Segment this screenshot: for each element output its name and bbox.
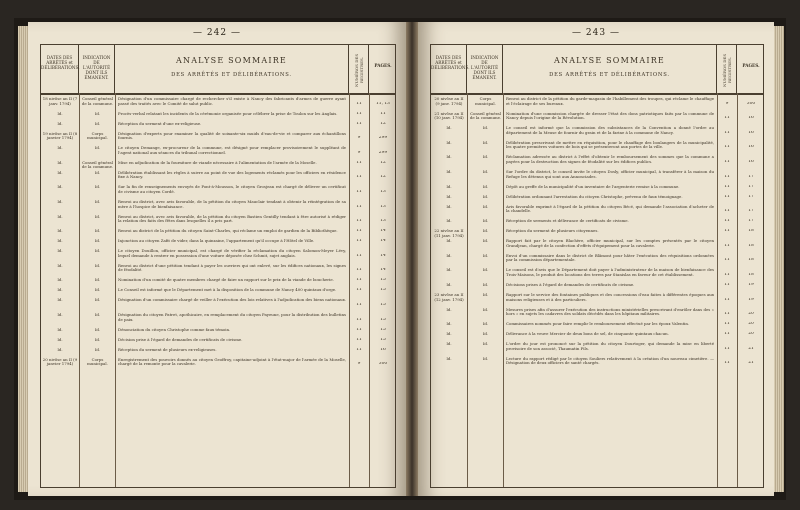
cell-num: 11 xyxy=(356,121,362,126)
cell-authority: Id. xyxy=(94,199,101,204)
cell-authority: Id. xyxy=(482,332,489,337)
right-page-number: — 243 — xyxy=(572,28,620,38)
cell-num: 11 xyxy=(724,209,730,214)
cell-date: Id. xyxy=(57,111,63,116)
cell-desc: Renvoi au district de la pétition du citoyen Saint-Charles, qui réclame un emploi de gardien de la Bibliothèque. xyxy=(118,229,338,234)
cell-num: 11 xyxy=(724,130,730,135)
cell-pg: 18 xyxy=(748,258,754,263)
cell-authority: Conseil général de la commune. xyxy=(469,111,502,121)
cell-authority: Id. xyxy=(94,121,101,126)
cell-date: Id. xyxy=(446,169,452,174)
cell-pg: 20 xyxy=(748,322,754,327)
cell-desc: Délibération établissant les règles à suivre au point de vue des logements réclamés pour les officiers en résidence fixe à Nancy. xyxy=(118,170,346,180)
right-table xyxy=(430,44,764,488)
table-row xyxy=(431,308,763,323)
cell-authority: Corps municipal. xyxy=(87,131,108,141)
cell-date: Id. xyxy=(57,170,63,175)
cell-authority: Id. xyxy=(94,185,101,190)
cell-pg: 21 xyxy=(748,346,754,351)
cell-desc: Réception du serment de plusieurs citoyennes. xyxy=(506,229,599,234)
cell-authority: Id. xyxy=(482,169,489,174)
cell-num: 9 xyxy=(725,101,729,106)
cell-date: Id. xyxy=(446,155,452,160)
table-row xyxy=(41,239,395,249)
header-dates: DATES DES ARRÊTÉS et DÉLIBÉRATIONS. xyxy=(431,45,467,93)
cell-num: 11 xyxy=(724,332,730,337)
cell-date: 19 nivôse an II (8 janvier 1794) xyxy=(42,131,78,141)
cell-authority: Corps municipal. xyxy=(475,97,496,106)
table-row xyxy=(41,185,395,200)
cell-desc: Délibération prescrivant de mettre en réquisition, pour le chauffage des boulangers de la municipalité, les quatre premières voitures de bois qui se présenteront aux portes de la ville. xyxy=(506,140,714,150)
table-row xyxy=(431,205,763,220)
cell-authority: Id. xyxy=(482,307,489,312)
cell-authority: Id. xyxy=(94,170,101,175)
header-dates: DATES DES ARRÊTÉS et DÉLIBÉRATIONS. xyxy=(41,45,79,93)
cell-num: 11 xyxy=(356,101,362,106)
cell-num: 11 xyxy=(356,288,362,293)
cell-authority: Id. xyxy=(482,342,489,347)
cell-date: Id. xyxy=(57,347,63,352)
cell-authority: Id. xyxy=(94,278,101,283)
cell-authority: Id. xyxy=(482,322,489,327)
cell-desc: Dénonciation du citoyen Christophe comme faux témoin. xyxy=(118,327,231,332)
cell-date: Id. xyxy=(446,268,452,273)
cell-pg: 17 xyxy=(748,209,754,214)
cell-num: 11 xyxy=(724,312,730,317)
table-row xyxy=(431,293,763,308)
table-row xyxy=(431,141,763,156)
cell-num: 11 xyxy=(356,347,362,352)
cell-num: 11 xyxy=(724,116,730,121)
cell-authority: Id. xyxy=(94,347,101,352)
right-page-edges xyxy=(774,26,784,492)
left-table-header xyxy=(41,45,395,95)
cell-date: Id. xyxy=(446,194,452,199)
cell-pg: 12 xyxy=(380,121,386,126)
cell-pg: 15 xyxy=(380,317,386,322)
cell-desc: Dépôt au greffe de la municipalité d'un inventaire de l'argenterie remise à la commune. xyxy=(506,184,680,189)
cell-num: 11 xyxy=(356,111,362,116)
table-row xyxy=(431,239,763,254)
cell-date: 22 nivôse an II (11 janv. 1794) xyxy=(434,229,464,238)
cell-desc: Désignation d'experts pour examiner la qualité de soixante-six muids d'eau-de-vie et comparer aux échantillons fournis. xyxy=(118,131,346,141)
header-authority: INDICATION DE L'AUTORITÉ DONT ILS ÉMANENT. xyxy=(79,45,115,93)
cell-pg: 16 xyxy=(748,145,754,150)
cell-pg: 17 xyxy=(748,219,754,224)
cell-num: 11 xyxy=(724,272,730,277)
cell-num: 11 xyxy=(724,184,730,189)
cell-desc: Désignation d'un commissaire chargé de rechercher s'il existe à Nancy des fabricants d'armes de guerre ayant passé des traités avec le Comité de salut public. xyxy=(118,97,346,106)
cell-authority: Id. xyxy=(94,239,101,244)
cell-desc: Injonction au citoyen Zafit de vider, dans la quinzaine, l'appartement qu'il occupe à l'Hôtel de Ville. xyxy=(118,239,315,244)
cell-authority: Id. xyxy=(94,337,101,342)
cell-date: Id. xyxy=(446,204,452,209)
cell-pg: 300 xyxy=(378,362,388,367)
cell-date: 18 nivôse an II (7 janv. 1794) xyxy=(42,97,78,106)
right-rows xyxy=(431,97,763,487)
cell-pg: 300 xyxy=(746,101,756,106)
cell-authority: Id. xyxy=(94,327,101,332)
cell-authority: Id. xyxy=(94,312,101,317)
cell-num: 11 xyxy=(724,346,730,351)
cell-date: 21 nivôse an II (10 janv. 1794) xyxy=(434,111,464,121)
table-row xyxy=(431,185,763,195)
cell-num: 11 xyxy=(724,219,730,224)
cell-desc: Délibération ordonnant l'arrestation du citoyen Christophe, prévenu de faux témoignage. xyxy=(506,194,683,199)
cell-date: Id. xyxy=(446,219,452,224)
cell-date: Id. xyxy=(446,253,452,258)
cell-date: Id. xyxy=(57,146,63,151)
cell-pg: 18 xyxy=(748,272,754,277)
table-row xyxy=(41,200,395,215)
cell-num: 9 xyxy=(357,150,361,155)
table-row xyxy=(41,161,395,171)
table-row xyxy=(41,215,395,230)
cell-desc: Mise en adjudication de la fourniture de viande nécessaire à l'alimentation de l'armée de la Moselle. xyxy=(118,160,317,165)
cell-authority: Id. xyxy=(94,229,101,234)
cell-authority: Id. xyxy=(94,263,101,268)
cell-pg: 15 xyxy=(380,278,386,283)
cell-pg: 18 xyxy=(748,243,754,248)
cell-date: Id. xyxy=(446,126,452,131)
cell-pg: 13 xyxy=(380,189,386,194)
cell-pg: 19 xyxy=(748,297,754,302)
cell-date: Id. xyxy=(57,288,63,293)
left-page-edges xyxy=(18,26,28,492)
cell-desc: Le Conseil est informé que le Département met à la disposition de la commune de Nancy 400 quintaux d'orge. xyxy=(118,288,337,293)
cell-num: 11 xyxy=(724,322,730,327)
table-row xyxy=(41,264,395,279)
cell-date: Id. xyxy=(446,322,452,327)
cell-num: 11 xyxy=(356,268,362,273)
table-row xyxy=(41,288,395,298)
header-pages: PAGES. xyxy=(742,63,760,68)
table-row xyxy=(41,338,395,348)
cell-pg: 299 xyxy=(378,136,388,141)
book-gutter xyxy=(406,22,418,496)
cell-date: Id. xyxy=(57,278,63,283)
cell-pg: 11 xyxy=(380,111,386,116)
table-row xyxy=(41,229,395,239)
cell-date: Id. xyxy=(57,263,63,268)
cell-authority: Id. xyxy=(482,126,489,131)
cell-pg: 15 xyxy=(380,288,386,293)
open-book xyxy=(14,18,786,500)
cell-authority: Id. xyxy=(482,219,489,224)
cell-desc: Avis favorable exprimé à l'égard de la pétition du citoyen Bécé, qui demande l'association d'acheter de la chandelle. xyxy=(506,204,714,214)
cell-desc: Le citoyen Demange, ex-procureur de la commune, est désigné pour remplacer provisoirement le suppléant de l'agent national aux séances du tribunal correctionnel. xyxy=(118,146,346,155)
header-title-block xyxy=(115,45,349,93)
cell-pg: 16 xyxy=(380,347,386,352)
left-page xyxy=(28,22,406,496)
cell-desc: Renvoi au district d'une pétition tendant à payer les ouvriers qui ont enlevé, sur les édifices nationaux, les signes de féodalité. xyxy=(118,263,346,273)
table-row xyxy=(431,170,763,185)
cell-num: 11 xyxy=(724,243,730,248)
table-row xyxy=(41,112,395,122)
cell-pg: 17 xyxy=(748,194,754,199)
cell-desc: Rapport fait par le citoyen Blachère, officier municipal, sur les comptes présentés par le citoyen Grandjean, chargé de la confection d'effets d'équipement pour la cavalerie. xyxy=(506,239,714,248)
cell-authority: Conseil général de la commune. xyxy=(81,160,114,170)
cell-num: 11 xyxy=(356,229,362,234)
cell-desc: Renvoi au district de la pétition du garde-magasin de l'habillement des troupes, qui réclame le chauffage et l'éclairage de ses bureaux. xyxy=(506,97,714,106)
cell-date: Id. xyxy=(446,184,452,189)
cell-authority: Id. xyxy=(482,253,489,258)
table-row xyxy=(41,348,395,358)
cell-date: Id. xyxy=(446,307,452,312)
cell-pg: 19 xyxy=(748,282,754,287)
cell-authority: Id. xyxy=(482,356,489,361)
cell-desc: Désignation d'un commissaire chargé de veiller à l'exécution des lois relatives à l'adjudication des biens nationaux. xyxy=(118,298,346,303)
cell-desc: Sur l'ordre du district, le conseil invite le citoyen Dosly, officier municipal, à transférer à la maison du Refuge les détenus qui sont aux Annonciades. xyxy=(506,169,714,179)
cell-desc: Commissaires nommés pour faire remplir le remboursement effectué par les époux Valentin. xyxy=(506,322,690,327)
cell-num: 11 xyxy=(356,175,362,180)
cell-authority: Id. xyxy=(482,194,489,199)
header-authority: INDICATION DE L'AUTORITÉ DONT ILS ÉMANENT. xyxy=(467,45,503,93)
cell-authority: Id. xyxy=(482,239,489,244)
cell-num: 11 xyxy=(724,297,730,302)
cell-num: 11 xyxy=(356,302,362,307)
header-title: ANALYSE SOMMAIRE xyxy=(554,56,665,65)
cell-authority: Id. xyxy=(94,288,101,293)
table-row xyxy=(431,268,763,283)
cell-num: 11 xyxy=(356,189,362,194)
cell-desc: Le citoyen Douillon, officier municipal, est chargé de vérifier la réclamation du citoyen Salomon-Meyer Lévy, lequel demande à rentrer en possession d'une voiture déposée chez Schmit, sujet anglais. xyxy=(118,249,346,258)
cell-num: 11 xyxy=(724,258,730,263)
cell-num: 11 xyxy=(356,219,362,224)
right-page xyxy=(418,22,774,496)
cell-desc: Lecture du rapport rédigé par le citoyen Souliers relativement à la création d'un nouveau cimetière. — Désignation de deux officiers de santé chargés. xyxy=(506,356,714,366)
table-row xyxy=(431,357,763,372)
cell-date: Id. xyxy=(57,185,63,190)
cell-date: Id. xyxy=(57,229,63,234)
table-row xyxy=(41,97,395,112)
cell-pg: 20 xyxy=(748,312,754,317)
cell-date: Id. xyxy=(446,282,452,287)
cell-desc: Renvoi au district, avec avis favorable, de la pétition du citoyen Bastien Gentilly tendant à être autorisé à rédiger la relation des faits des fêtes dans lesquelles il a pris part. xyxy=(118,214,346,224)
cell-num: 11 xyxy=(356,327,362,332)
cell-date: Id. xyxy=(57,160,63,165)
header-subtitle: DES ARRÊTÉS ET DÉLIBÉRATIONS. xyxy=(171,72,292,78)
cell-date: Id. xyxy=(446,332,452,337)
cell-pg: 16 xyxy=(748,116,754,121)
cell-date: Id. xyxy=(446,239,452,244)
cell-date: Id. xyxy=(57,298,63,303)
cell-num: 11 xyxy=(724,361,730,366)
cell-num: 11 xyxy=(724,145,730,150)
header-numbers: NUMÉROS DES REGISTRES. xyxy=(721,53,732,87)
cell-date: Id. xyxy=(446,342,452,347)
cell-pg: 21 xyxy=(748,361,754,366)
cell-desc: Réception du serment de plusieurs ex-religieuses. xyxy=(118,347,217,352)
cell-num: 11 xyxy=(724,159,730,164)
cell-authority: Conseil général de la commune. xyxy=(81,97,114,106)
left-table xyxy=(40,44,396,488)
cell-authority: Id. xyxy=(482,184,489,189)
cell-num: 9 xyxy=(357,136,361,141)
table-row xyxy=(431,322,763,332)
cell-authority: Id. xyxy=(482,155,489,160)
cell-pg: 15 xyxy=(380,337,386,342)
cell-desc: Rapport sur le service des fontaines publiques et des concessions d'eau faites à différentes époques aux maisons religieuses et à des particuliers. xyxy=(506,292,714,302)
cell-date: Id. xyxy=(57,312,63,317)
table-row xyxy=(431,219,763,229)
cell-authority: Id. xyxy=(94,298,101,303)
cell-pg: 15 xyxy=(380,302,386,307)
cell-num: 11 xyxy=(356,337,362,342)
cell-pg: 12 xyxy=(380,175,386,180)
cell-desc: Réclamation adressée au district à l'effet d'obtenir le remboursement des sommes que la commune a payées pour la destruction des signes de féodalité sur les édifices publics. xyxy=(506,155,714,164)
table-row xyxy=(431,283,763,293)
cell-desc: Décision prise à l'égard de demandes de certificats de civisme. xyxy=(118,337,243,342)
cell-desc: Nomination d'une commission chargée de dresser l'état des dons patriotiques faits par la commune de Nancy depuis l'origine de la Révolution. xyxy=(506,111,714,121)
header-numbers-cell xyxy=(717,45,737,93)
cell-num: 11 xyxy=(356,204,362,209)
cell-pg: 14 xyxy=(380,253,386,258)
cell-desc: Le conseil est d'avis que le Département doit payer à l'administrateur de la maison de bienfaisance des Trois-Maisons, le produit des locations des terres par Stanislas en faveur de cet établissement. xyxy=(506,268,714,277)
cell-desc: Le conseil est informé que la commission des subsistances de la Convention a donné l'ordre au département de la Meuse de fournir du grain et de la farine à la commune de Nancy. xyxy=(506,126,714,135)
cell-desc: Décisions prises à l'égard de demandes de certificats de civisme. xyxy=(506,282,635,287)
cell-num: 11 xyxy=(356,278,362,283)
cell-pg: 17 xyxy=(748,184,754,189)
cell-desc: Nomination d'un comité de quatre membres chargé de faire un rapport sur le prix de la viande de boucherie. xyxy=(118,278,334,283)
cell-pg: 299 xyxy=(378,150,388,155)
cell-date: Id. xyxy=(57,337,63,342)
table-row xyxy=(431,112,763,127)
cell-desc: L'ordre du jour est prononcé sur la pétition du citoyen Dourtoger, qui demande la mise en liberté provisoire de son associé, Thaumatin Fils. xyxy=(506,342,714,351)
header-title-block xyxy=(503,45,717,93)
cell-date: Id. xyxy=(57,327,63,332)
cell-desc: Envoi d'un commissaire dans le district de Blâmont pour hâter l'exécution des réquisitions ordonnées par la commission départementale. xyxy=(506,253,714,263)
table-row xyxy=(431,254,763,269)
cell-authority: Id. xyxy=(482,140,489,145)
cell-authority: Id. xyxy=(94,249,101,254)
table-row xyxy=(41,132,395,147)
table-row xyxy=(41,358,395,373)
cell-date: Id. xyxy=(446,356,452,361)
cell-desc: Désignation du citoyen Patret, apothicaire, en remplacement du citoyen Payeune, pour la distribution des bulletins de paix. xyxy=(118,312,346,322)
cell-pg: 14 xyxy=(380,268,386,273)
cell-num: 9 xyxy=(357,362,361,367)
cell-pg: 16 xyxy=(748,159,754,164)
cell-authority: Id. xyxy=(482,229,489,234)
cell-pg: 13 xyxy=(380,204,386,209)
cell-date: Id. xyxy=(57,239,63,244)
cell-date: 20 nivôse an II (9 janv. 1794) xyxy=(434,97,464,106)
cell-pg: 17 xyxy=(748,174,754,179)
cell-num: 11 xyxy=(356,239,362,244)
cell-num: 11 xyxy=(724,229,730,234)
cell-pg: 13 xyxy=(380,219,386,224)
table-row xyxy=(431,126,763,141)
cell-desc: Renvoi au district, avec avis favorable, de la pétition du citoyen Mauclair tendant à obtenir la réintégration de sa mère à l'hospice de bienfaisance. xyxy=(118,199,346,209)
cell-authority: Id. xyxy=(482,268,489,273)
cell-authority: Id. xyxy=(94,146,101,151)
cell-pg: 18 xyxy=(748,229,754,234)
cell-pg: 12 xyxy=(380,160,386,165)
cell-authority: Id. xyxy=(94,111,101,116)
cell-date: Id. xyxy=(57,121,63,126)
table-row xyxy=(431,195,763,205)
cell-desc: Délivrance à la veuve Mercier de deux bons de sel, de cinquante quintaux chacun. xyxy=(506,332,669,337)
cell-authority: Id. xyxy=(482,282,489,287)
table-row xyxy=(41,171,395,186)
cell-date: Id. xyxy=(57,199,63,204)
cell-num: 11 xyxy=(356,253,362,258)
cell-num: 11 xyxy=(356,317,362,322)
cell-num: 11 xyxy=(724,282,730,287)
cell-date: Id. xyxy=(446,140,452,145)
cell-date: 20 nivôse an II (9 janvier 1794) xyxy=(42,357,78,367)
cell-desc: Procès-verbal relatant les incidents de la cérémonie organisée pour célébrer la prise de Toulon sur les Anglais. xyxy=(118,111,338,116)
header-numbers-cell xyxy=(349,45,369,93)
table-row xyxy=(41,298,395,313)
table-row xyxy=(41,278,395,288)
left-rows xyxy=(41,97,395,487)
table-row xyxy=(431,229,763,239)
cell-pg: 20 xyxy=(748,332,754,337)
cell-num: 11 xyxy=(724,174,730,179)
cell-pg: 11, 13 xyxy=(376,101,390,106)
cell-pg: 14 xyxy=(380,229,386,234)
header-pages: PAGES. xyxy=(374,63,392,68)
cell-desc: Mesures prises afin d'assurer l'exécution des instructions ministérielles prescrivant d'enrôler dans des « hors » en sujets les cadavres des soldats décédés dans les hôpitaux militaires. xyxy=(506,307,714,317)
cell-desc: Réception du serment d'une ex-religieuse. xyxy=(118,121,202,126)
cell-authority: Id. xyxy=(482,292,489,297)
cell-date: Id. xyxy=(57,214,63,219)
table-row xyxy=(431,332,763,342)
left-page-number: — 242 — xyxy=(193,28,241,38)
table-row xyxy=(41,249,395,264)
table-row xyxy=(431,97,763,112)
cell-authority: Id. xyxy=(94,214,101,219)
table-row xyxy=(41,146,395,161)
cell-authority: Id. xyxy=(482,204,489,209)
header-title: ANALYSE SOMMAIRE xyxy=(176,56,287,65)
cell-authority: Corps municipal. xyxy=(87,357,108,367)
cell-date: 23 nivôse an II (12 janv. 1794) xyxy=(434,292,464,302)
table-row xyxy=(41,313,395,328)
cell-pg: 16 xyxy=(748,130,754,135)
cell-num: 11 xyxy=(356,160,362,165)
right-table-header xyxy=(431,45,763,95)
table-row xyxy=(431,155,763,170)
table-row xyxy=(41,122,395,132)
cell-pg: 14 xyxy=(380,239,386,244)
cell-num: 11 xyxy=(724,194,730,199)
cell-desc: Sur la fin de renseignements envoyés de Pont-à-Mousson, le citoyen Grosjean est chargé de délivrer un certificat de civisme au citoyen Cordé. xyxy=(118,185,346,194)
cell-pg: 15 xyxy=(380,327,386,332)
cell-date: Id. xyxy=(57,249,63,254)
header-numbers: NUMÉROS DES REGISTRES. xyxy=(353,53,364,87)
table-row xyxy=(431,342,763,357)
table-row xyxy=(41,328,395,338)
cell-desc: Réception de serments et délivrance de certificats de civisme. xyxy=(506,219,629,224)
header-subtitle: DES ARRÊTÉS ET DÉLIBÉRATIONS. xyxy=(549,72,670,78)
cell-desc: Enregistrement des pouvoirs donnés au citoyen Geoffroy, capitaine-adjoint à l'état-major de l'armée de la Moselle, chargé de la remonte pour la cavalerie. xyxy=(118,357,346,367)
